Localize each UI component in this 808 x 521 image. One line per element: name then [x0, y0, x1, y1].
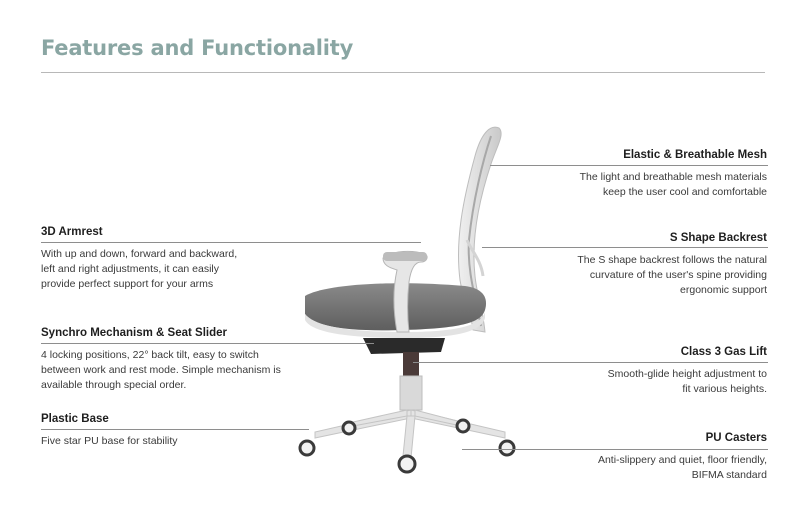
feature-description [608, 367, 767, 397]
synchro-mechanism [363, 338, 445, 354]
desc-line: 4 locking positions, 22° back tilt, easy to switch [41, 349, 259, 361]
feature-heading: S Shape Backrest [669, 232, 767, 244]
desc-line: keep the user cool and comfortable [602, 186, 767, 198]
desc-line: left and right adjustments, it can easily [41, 263, 220, 275]
desc-line: With up and down, forward and backward, [41, 248, 238, 260]
desc-line: between work and rest mode. Simple mechanism is [41, 364, 281, 376]
page-title: Features and Functionality [41, 36, 354, 60]
feature-backrest [577, 232, 767, 298]
feature-description [598, 453, 767, 483]
desc-line: Five star PU base for stability [41, 435, 178, 447]
feature-description [41, 348, 281, 393]
desc-line: fit various heights. [682, 383, 767, 395]
feature-heading: Elastic & Breathable Mesh [623, 149, 767, 161]
feature-heading: Synchro Mechanism & Seat Slider [41, 327, 227, 339]
feature-heading: Class 3 Gas Lift [680, 346, 767, 358]
feature-heading: 3D Armrest [41, 226, 103, 238]
desc-line: Anti-slippery and quiet, floor friendly, [597, 454, 767, 466]
feature-mesh [580, 149, 767, 200]
feature-description [41, 247, 237, 292]
desc-line: curvature of the user's spine providing [589, 269, 767, 281]
desc-line: The light and breathable mesh materials [579, 171, 767, 183]
desc-line: BIFMA standard [691, 469, 767, 481]
feature-description [577, 253, 767, 298]
gas-lift [403, 352, 419, 378]
feature-base [41, 413, 178, 449]
feature-heading: Plastic Base [41, 413, 109, 425]
feature-description [580, 170, 767, 200]
desc-line: ergonomic support [680, 284, 767, 296]
desc-line: available through special order. [41, 379, 187, 391]
feature-synchro [41, 327, 281, 393]
feature-armrest [41, 226, 237, 292]
title-divider [41, 72, 765, 73]
feature-heading: PU Casters [705, 432, 767, 444]
desc-line: provide perfect support for your arms [41, 278, 214, 290]
feature-gas-lift [608, 346, 767, 397]
feature-description [41, 434, 178, 449]
desc-line: The S shape backrest follows the natural [577, 254, 767, 266]
office-chair-image [285, 100, 525, 490]
plastic-base [315, 410, 505, 458]
desc-line: Smooth-glide height adjustment to [607, 368, 767, 380]
feature-casters [598, 432, 767, 483]
